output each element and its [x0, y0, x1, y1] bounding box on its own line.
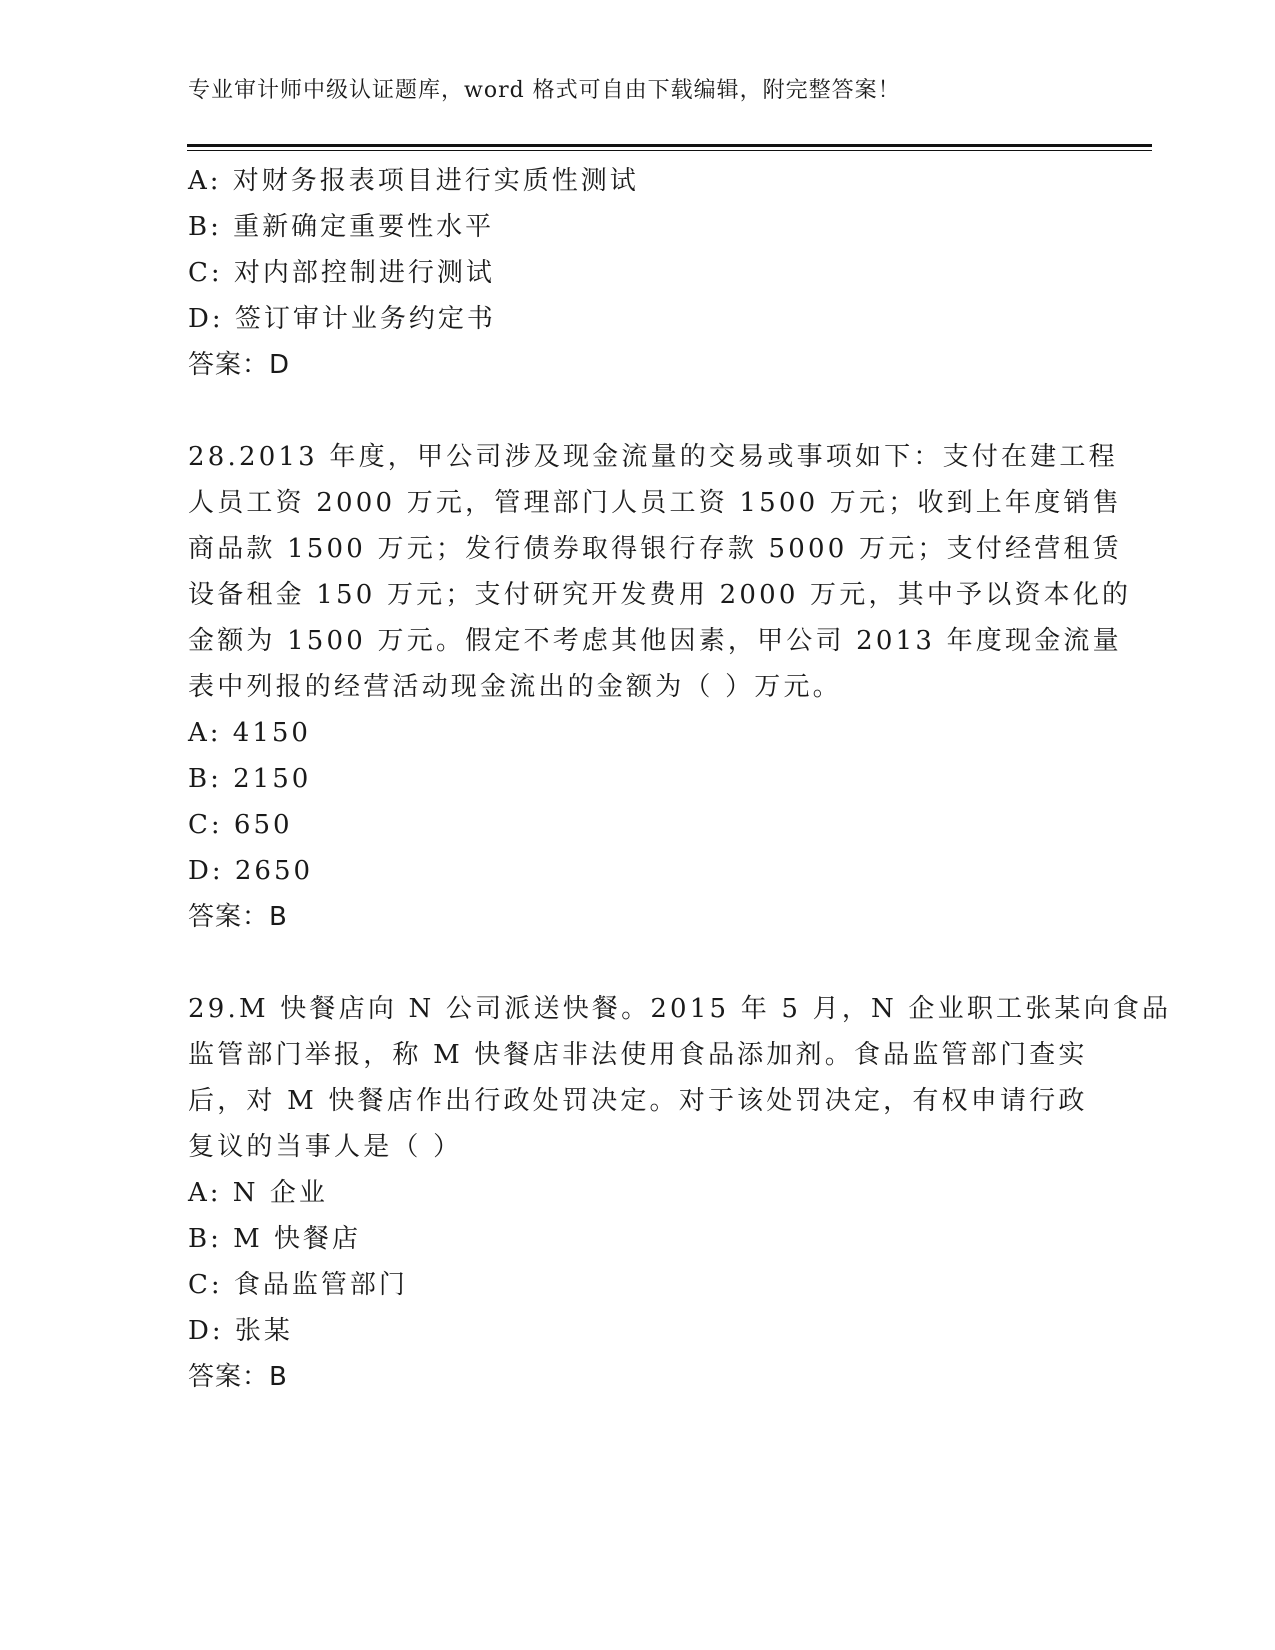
answer: 答案：D: [188, 350, 291, 380]
question-text-line: 商品款 1500 万元；发行债券取得银行存款 5000 万元；支付经营租赁: [188, 534, 1122, 564]
question-text-line: 28.2013 年度，甲公司涉及现金流量的交易或事项如下：支付在建工程: [188, 442, 1118, 472]
spacer: [188, 940, 1088, 986]
option-c: C: 食品监管部门: [188, 1270, 408, 1300]
answer: 答案：B: [188, 902, 288, 932]
option-b: B: M 快餐店: [188, 1224, 362, 1254]
option-b: B: 2150: [188, 764, 312, 794]
question-27: [188, 158, 1088, 388]
spacer: [188, 388, 1088, 434]
question-29: [188, 986, 1172, 1400]
option-a: A: N 企业: [188, 1178, 328, 1208]
header-rule-thin: [187, 150, 1152, 151]
question-content: [188, 158, 1172, 1400]
question-text-line: 监管部门举报，称 M 快餐店非法使用食品添加剂。食品监管部门查实: [188, 1040, 1088, 1070]
question-text-line: 29.M 快餐店向 N 公司派送快餐。2015 年 5 月，N 企业职工张某向食品: [188, 994, 1172, 1024]
option-a: A: 对财务报表项目进行实质性测试: [188, 166, 639, 196]
question-text-line: 金额为 1500 万元。假定不考虑其他因素，甲公司 2013 年度现金流量: [188, 626, 1122, 656]
option-c: C: 对内部控制进行测试: [188, 258, 495, 288]
page-header: 专业审计师中级认证题库，word 格式可自由下载编辑，附完整答案！: [188, 78, 901, 103]
option-c: C: 650: [188, 810, 293, 840]
question-text-line: 后，对 M 快餐店作出行政处罚决定。对于该处罚决定，有权申请行政: [188, 1086, 1088, 1116]
question-28: [188, 434, 1132, 940]
question-text-line: 复议的当事人是（ ）: [188, 1132, 463, 1162]
question-text-line: 表中列报的经营活动现金流出的金额为（ ）万元。: [188, 672, 842, 702]
header-rule-thick: [187, 144, 1152, 147]
option-a: A: 4150: [188, 718, 311, 748]
question-text-line: 设备租金 150 万元；支付研究开发费用 2000 万元，其中予以资本化的: [188, 580, 1132, 610]
answer: 答案：B: [188, 1362, 288, 1392]
option-d: D: 签订审计业务约定书: [188, 304, 496, 334]
option-b: B: 重新确定重要性水平: [188, 212, 495, 242]
question-text-line: 人员工资 2000 万元，管理部门人员工资 1500 万元；收到上年度销售: [188, 488, 1122, 518]
option-d: D: 张某: [188, 1316, 293, 1346]
option-d: D: 2650: [188, 856, 314, 886]
